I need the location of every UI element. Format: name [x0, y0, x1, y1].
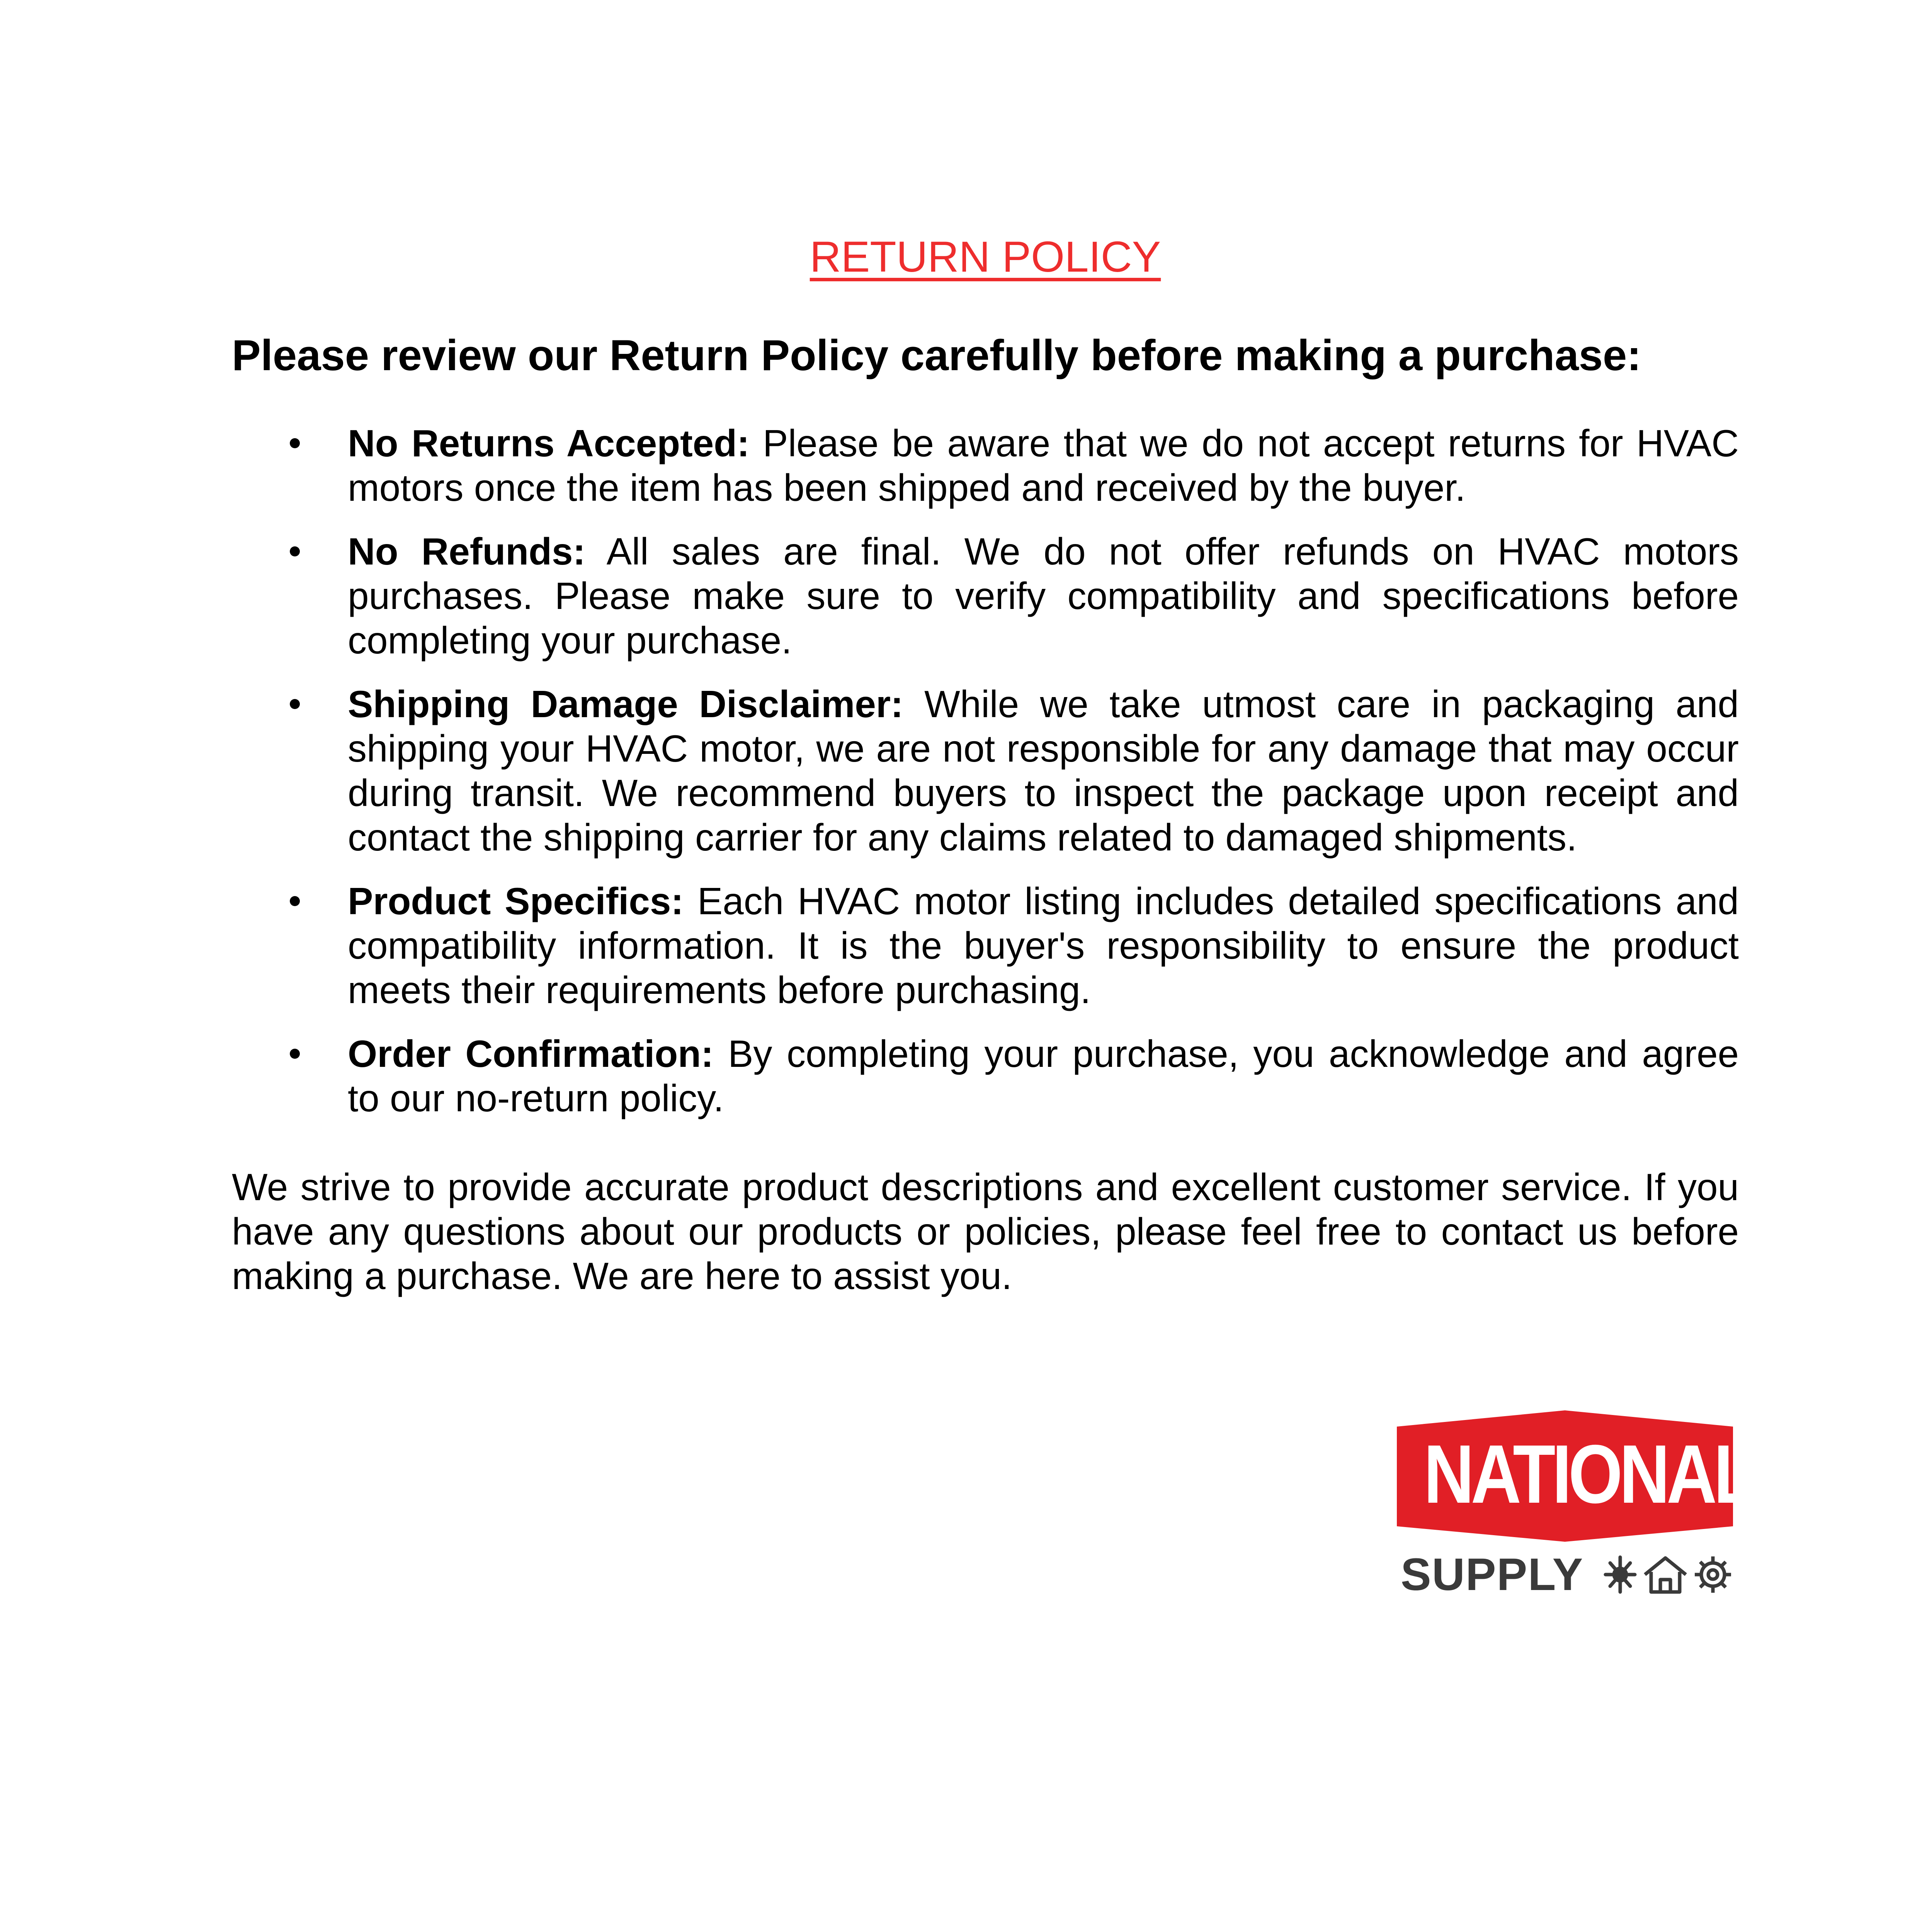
bullet-icon	[290, 1049, 300, 1059]
policy-item-product-specifics	[232, 879, 1739, 1012]
policy-text: By completing your purchase, you acknowledge and agree to our no-return policy.	[348, 1032, 1739, 1119]
policy-text: All sales are final. We do not offer refunds on HVAC motors purchases. Please make sure to verify compatibility and specifications before completing your purchase.	[348, 530, 1739, 662]
house-icon	[1645, 1558, 1686, 1592]
policy-text: Each HVAC motor listing includes detailed specifications and compatibility information. It is the buyer's responsibility to ensure the product meets their requirements before purchasing.	[348, 880, 1739, 1011]
policy-label: Order Confirmation:	[348, 1032, 714, 1075]
policy-item-shipping-damage	[232, 682, 1739, 860]
policy-text: While we take utmost care in packaging and shipping your HVAC motor, we are not responsible for any damage that may occur during transit. We recommend buyers to inspect the package upon receipt and contact the shipping carrier for any claims related to damaged shipments.	[348, 683, 1739, 859]
policy-label: Shipping Damage Disclaimer:	[348, 683, 903, 725]
snowflake-sun-icon	[1605, 1557, 1635, 1592]
bullet-icon	[290, 546, 300, 556]
gear-icon	[1695, 1556, 1731, 1593]
bullet-icon	[290, 699, 300, 709]
policy-item-order-confirmation	[232, 1032, 1739, 1121]
policy-item-no-refunds	[232, 529, 1739, 663]
policy-list	[232, 421, 1739, 1140]
closing-paragraph: We strive to provide accurate product descriptions and excellent customer service. If you have any questions about our products or policies, please feel free to contact us before making a purchase. We are here to assist you.	[232, 1166, 1739, 1297]
policy-label: No Returns Accepted:	[348, 422, 750, 464]
policy-label: Product Specifics:	[348, 880, 684, 922]
bullet-icon	[290, 896, 300, 906]
page-title: RETURN POLICY	[810, 233, 1161, 281]
logo-wordmark: NATIONAL	[1423, 1427, 1753, 1520]
logo-tagline: SUPPLY	[1401, 1549, 1584, 1600]
policy-item-no-returns	[232, 421, 1739, 510]
logo-icons	[1602, 1553, 1733, 1596]
policy-text: Please be aware that we do not accept returns for HVAC motors once the item has been shipped and received by the buyer.	[348, 422, 1739, 509]
policy-label: No Refunds:	[348, 530, 586, 573]
bullet-icon	[290, 438, 300, 448]
intro-heading: Please review our Return Policy carefully before making a purchase:	[232, 331, 1641, 379]
national-supply-logo	[1397, 1410, 1753, 1600]
